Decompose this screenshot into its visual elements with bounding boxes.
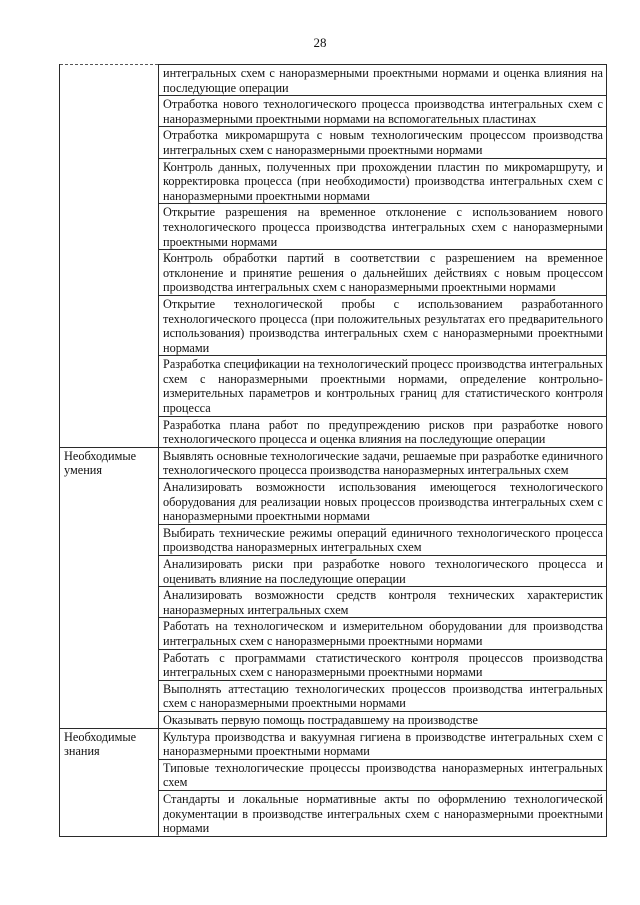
table-cell-item: Анализировать риски при разработке нового технологического процесса и оценивать влияние на последующие операции (159, 556, 607, 587)
table-cell-item: Открытие технологической пробы с использованием разработанного технологического процесса (при положительных результатах его предварительного использования) производства интегральных схем с наноразмерными проектными нормами (159, 295, 607, 355)
table-cell-item: Разработка плана работ по предупреждению рисков при разработке нового технологического процесса и оценка влияния на последующие операции (159, 416, 607, 447)
section-label: Необходимые умения (60, 447, 159, 728)
table-cell-item: Открытие разрешения на временное отклонение с использованием нового технологического процесса производства интегральных схем с наноразмерными проектными нормами (159, 204, 607, 250)
table-row (60, 65, 607, 96)
table-row (60, 447, 607, 478)
table-cell-item: Анализировать возможности средств контроля технических характеристик наноразмерных интегральных схем (159, 587, 607, 618)
table-cell-item: Выявлять основные технологические задачи, решаемые при разработке единичного технологического процесса производства наноразмерных интегральных схем (159, 447, 607, 478)
table-row (60, 728, 607, 759)
table-cell-item: интегральных схем с наноразмерными проектными нормами и оценка влияния на последующие операции (159, 65, 607, 96)
table-cell-item: Разработка спецификации на технологический процесс производства интегральных схем с наноразмерными проектными нормами, определение контрольно-измерительных параметров и контрольных границ для статистического контроля процесса (159, 356, 607, 416)
table-cell-item: Анализировать возможности использования имеющегося технологического оборудования для реализации новых процессов производства интегральных схем с наноразмерными проектными нормами (159, 479, 607, 525)
table-cell-item: Контроль данных, полученных при прохождении пластин по микромаршруту, и корректировка процесса (при необходимости) производства интегральных схем с наноразмерными проектными нормами (159, 158, 607, 204)
table-cell-item: Отработка микромаршрута с новым технологическим процессом производства интегральных схем с наноразмерными проектными нормами (159, 127, 607, 158)
table-cell-item: Работать на технологическом и измерительном оборудовании для производства интегральных схем с наноразмерными проектными нормами (159, 618, 607, 649)
table-cell-item: Типовые технологические процессы производства наноразмерных интегральных схем (159, 759, 607, 790)
table-cell-item: Выполнять аттестацию технологических процессов производства интегральных схем с наноразмерными проектными нормами (159, 680, 607, 711)
requirements-table-body (60, 65, 607, 837)
table-cell-item: Культура производства и вакуумная гигиена в производстве интегральных схем с наноразмерными проектными нормами (159, 728, 607, 759)
requirements-table (59, 64, 607, 837)
table-cell-item: Контроль обработки партий в соответствии с разрешением на временное отклонение и принятие решения о дальнейших действиях с новым процессом производства интегральных схем с наноразмерными проектными нормами (159, 250, 607, 296)
table-cell-item: Стандарты и локальные нормативные акты по оформлению технологической документации в производстве интегральных схем с наноразмерными проектными нормами (159, 790, 607, 836)
table-cell-item: Работать с программами статистического контроля процессов производства интегральных схем с наноразмерными проектными нормами (159, 649, 607, 680)
section-label-continued (60, 65, 159, 448)
table-cell-item: Оказывать первую помощь пострадавшему на производстве (159, 711, 607, 728)
table-cell-item: Выбирать технические режимы операций единичного технологического процесса производства наноразмерных интегральных схем (159, 524, 607, 555)
table-cell-item: Отработка нового технологического процесса производства интегральных схем с наноразмерными проектными нормами на вспомогательных пластинах (159, 96, 607, 127)
page-number: 28 (313, 35, 327, 50)
section-label: Необходимые знания (60, 728, 159, 836)
